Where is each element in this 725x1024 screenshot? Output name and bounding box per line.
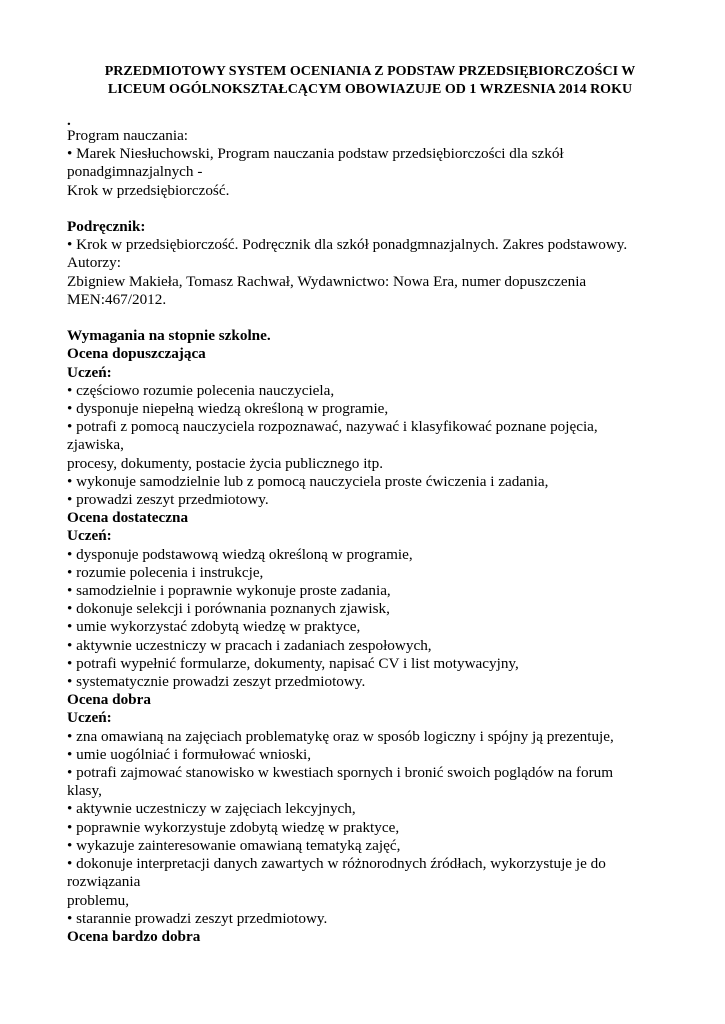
dot-marker: . — [67, 112, 71, 129]
requirements-section — [67, 327, 665, 946]
grade-good-block — [67, 691, 665, 928]
requirement-line: • potrafi wypełnić formularze, dokumenty, napisać CV i list motywacyjny, — [67, 654, 519, 672]
title-line-1: PRZEDMIOTOWY SYSTEM OCENIANIA Z PODSTAW PRZEDSIĘBIORCZOŚCI W — [104, 64, 636, 79]
requirement-line: • umie uogólniać i formułować wnioski, — [67, 745, 312, 763]
textbook-line: Autorzy: — [67, 254, 121, 272]
document-title — [75, 63, 665, 99]
spacer — [67, 309, 665, 327]
requirement-line: procesy, dokumenty, postacie życia publicznego itp. — [67, 454, 384, 472]
student-label: Uczeń: — [67, 527, 112, 545]
requirement-line: • dokonuje interpretacji danych zawartych w różnorodnych źródłach, wykorzystuje je do — [67, 855, 606, 873]
grade-satisfactory-block — [67, 509, 665, 691]
requirement-line: • prowadzi zeszyt przedmiotowy. — [67, 491, 269, 509]
title-line-2: LICEUM OGÓLNOKSZTAŁCĄCYM OBOWIAZUJE OD 1 WRZESNIA 2014 ROKU — [107, 82, 633, 97]
program-line: ponadgimnazjalnych - — [67, 163, 203, 181]
student-label: Uczeń: — [67, 363, 112, 381]
program-section — [67, 127, 665, 200]
spacer — [67, 200, 665, 218]
requirement-line: • zna omawianą na zajęciach problematykę oraz w sposób logiczny i spójny ją prezentuje, — [67, 727, 614, 745]
textbook-heading: Podręcznik: — [67, 218, 146, 235]
requirement-line: • poprawnie wykorzystuje zdobytą wiedzę w praktyce, — [67, 818, 400, 836]
grade-very-good-block — [67, 928, 665, 946]
textbook-line: • Krok w przedsiębiorczość. Podręcznik dla szkół ponadgmnazjalnych. Zakres podstawowy. — [67, 236, 628, 254]
program-line: Krok w przedsiębiorczość. — [67, 181, 230, 199]
requirements-heading: Wymagania na stopnie szkolne. — [67, 327, 271, 345]
requirement-line: • dysponuje niepełną wiedzą określoną w programie, — [67, 400, 389, 418]
requirement-line: klasy, — [67, 782, 102, 800]
requirement-line: • częściowo rozumie polecenia nauczyciela, — [67, 381, 335, 399]
requirement-line: • potrafi z pomocą nauczyciela rozpoznawać, nazywać i klasyfikować poznane pojęcia, — [67, 418, 598, 436]
requirement-line: • aktywnie uczestniczy w zajęciach lekcyjnych, — [67, 800, 356, 818]
textbook-line: Zbigniew Makieła, Tomasz Rachwał, Wydawnictwo: Nowa Era, numer dopuszczenia — [67, 272, 587, 290]
grade-heading: Ocena dostateczna — [67, 509, 189, 527]
grade-sufficient-block — [67, 345, 665, 509]
textbook-section — [67, 218, 665, 309]
requirement-line: • dysponuje podstawową wiedzą określoną w programie, — [67, 545, 413, 563]
requirement-line: • potrafi zajmować stanowisko w kwestiach spornych i bronić swoich poglądów na forum — [67, 764, 614, 782]
grade-heading: Ocena dopuszczająca — [67, 345, 206, 363]
requirement-line: • umie wykorzystać zdobytą wiedzę w praktyce, — [67, 618, 361, 636]
program-heading: Program nauczania: — [67, 127, 189, 144]
grade-heading: Ocena dobra — [67, 691, 151, 709]
requirement-line: • wykazuje zainteresowanie omawianą tematyką zajęć, — [67, 836, 401, 854]
requirement-line: • samodzielnie i poprawnie wykonuje proste zadania, — [67, 582, 391, 600]
requirement-line: zjawiska, — [67, 436, 124, 454]
requirement-line: • rozumie polecenia i instrukcje, — [67, 563, 264, 581]
textbook-line: MEN:467/2012. — [67, 290, 167, 308]
requirement-line: • wykonuje samodzielnie lub z pomocą nauczyciela proste ćwiczenia i zadania, — [67, 472, 549, 490]
student-label: Uczeń: — [67, 709, 112, 727]
requirement-line: • dokonuje selekcji i porównania poznanych zjawisk, — [67, 600, 390, 618]
requirement-line: • systematycznie prowadzi zeszyt przedmiotowy. — [67, 673, 366, 691]
requirement-line: rozwiązania — [67, 873, 141, 891]
program-line: • Marek Niesłuchowski, Program nauczania podstaw przedsiębiorczości dla szkół — [67, 145, 564, 163]
grade-heading: Ocena bardzo dobra — [67, 927, 201, 945]
requirement-line: • starannie prowadzi zeszyt przedmiotowy. — [67, 909, 328, 927]
requirement-line: • aktywnie uczestniczy w pracach i zadaniach zespołowych, — [67, 636, 432, 654]
requirement-line: problemu, — [67, 891, 130, 909]
